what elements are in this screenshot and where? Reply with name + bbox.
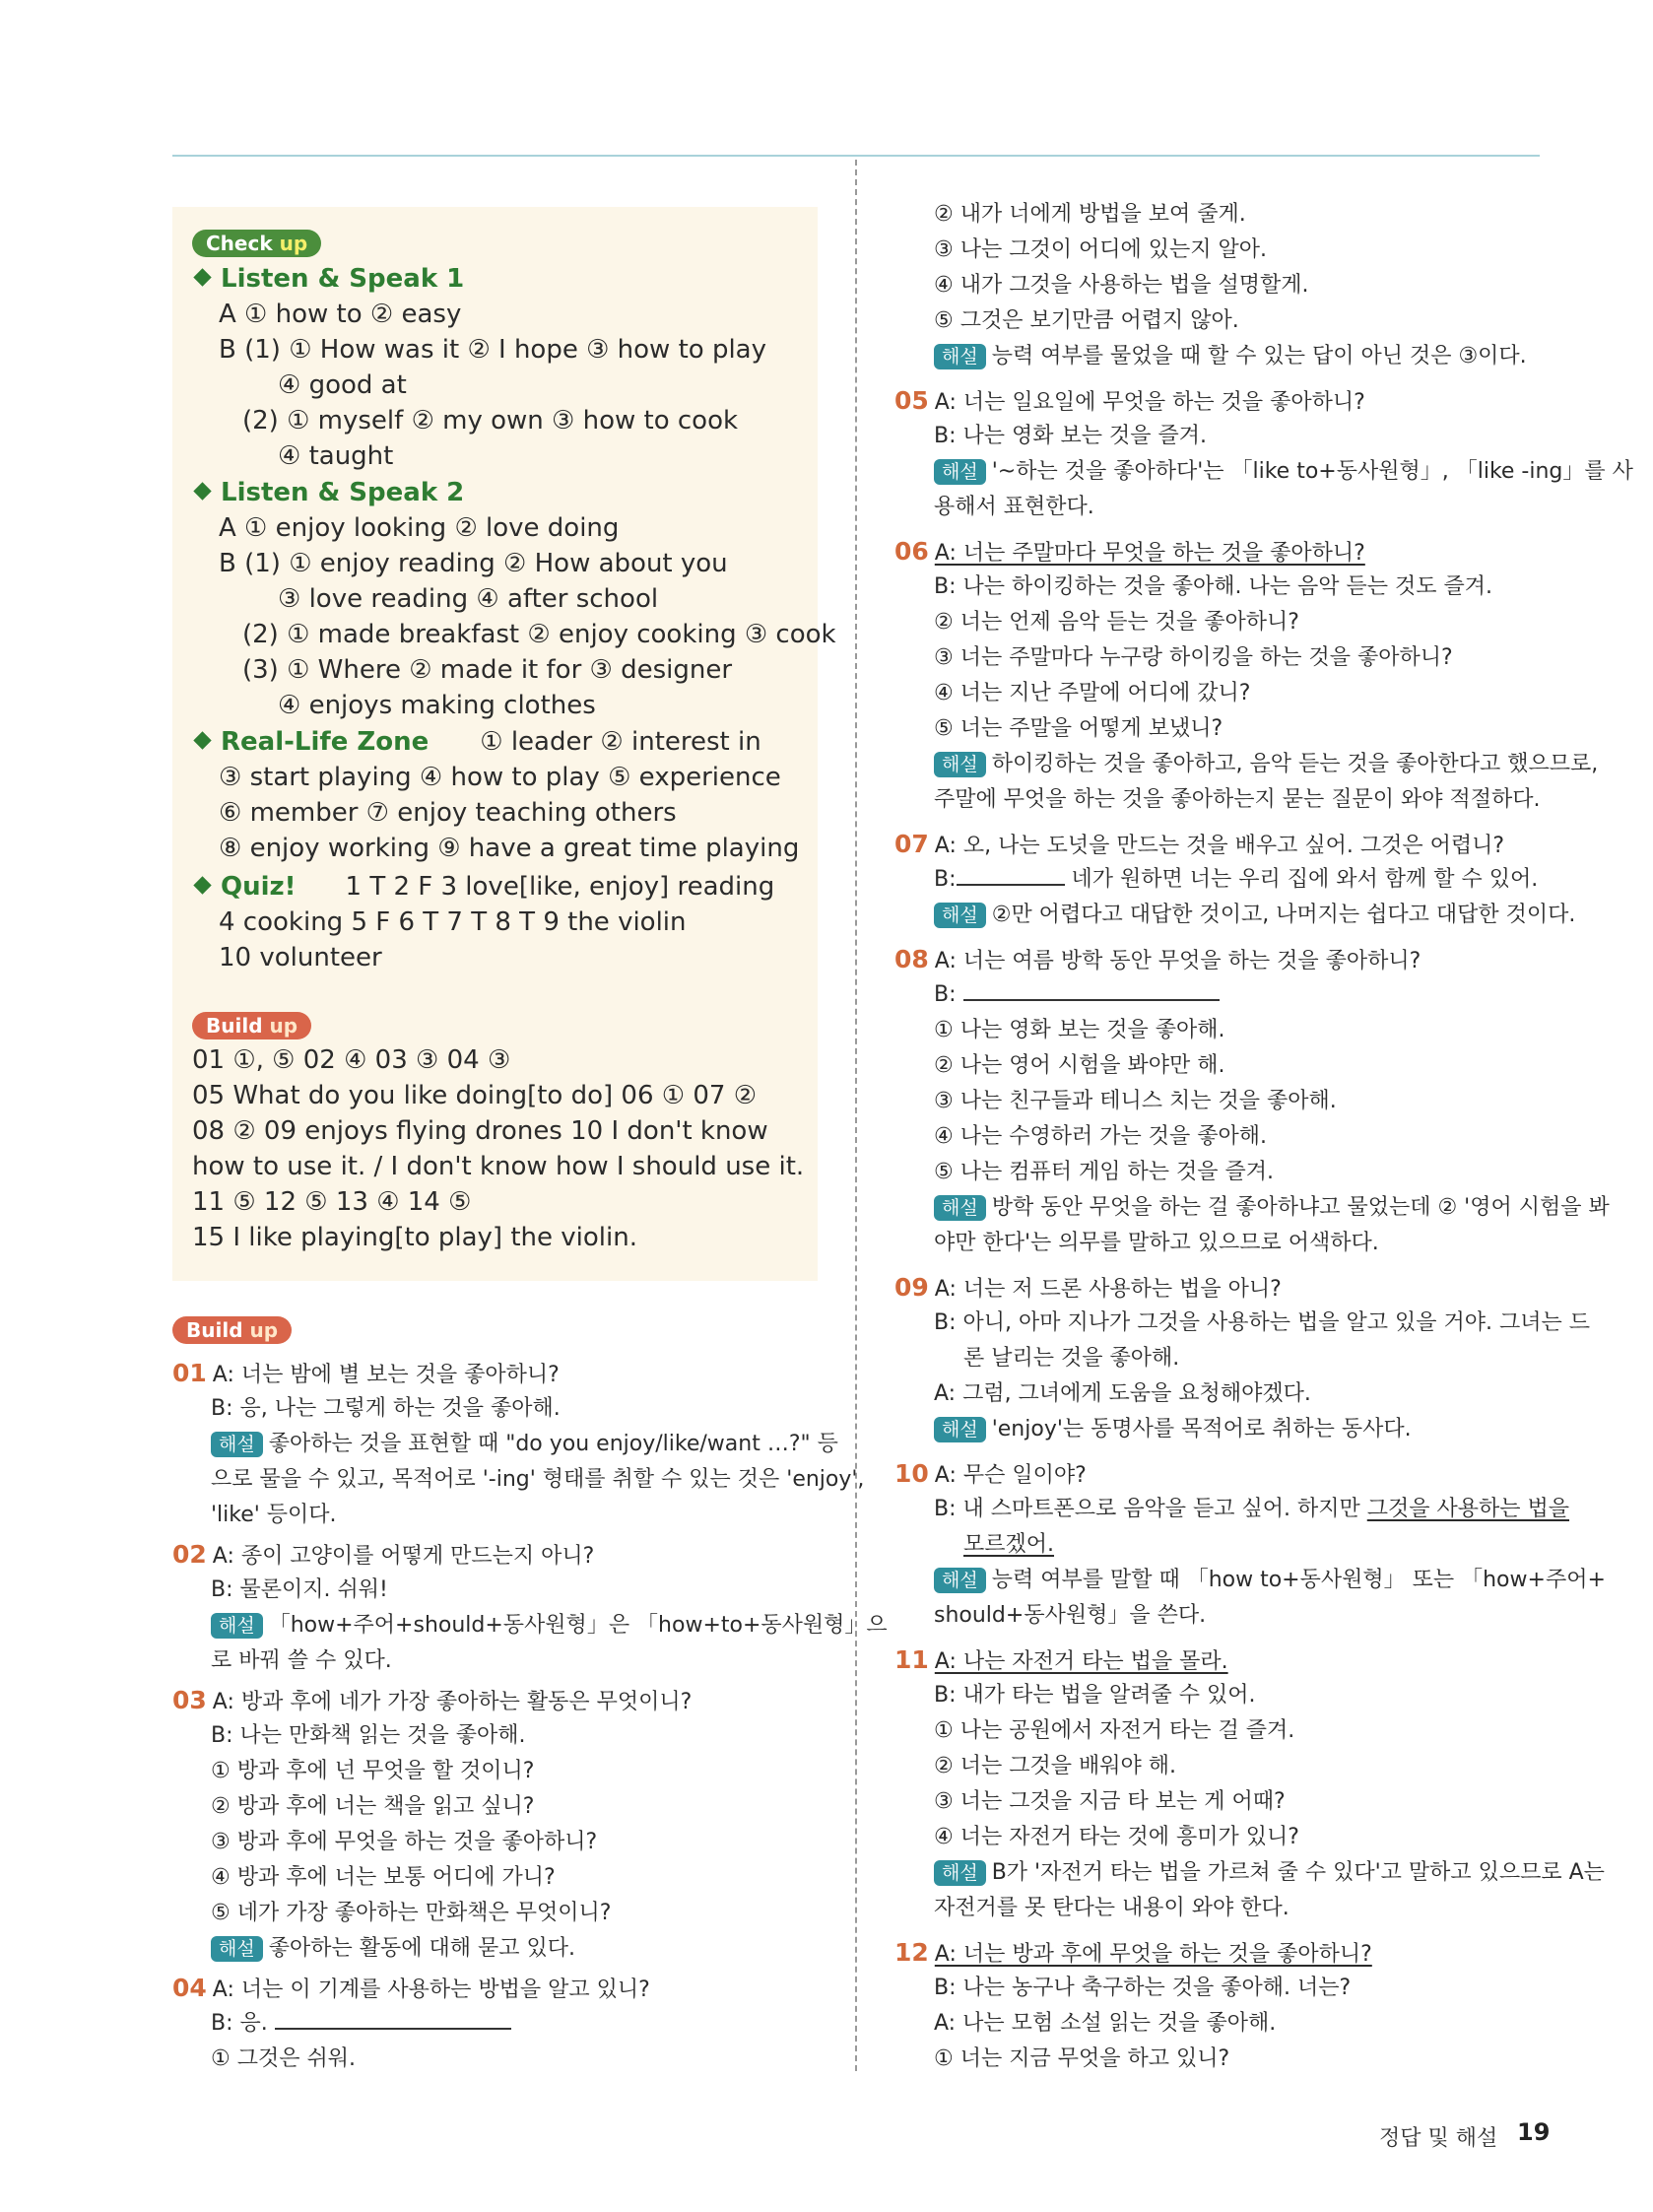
dialog-line: A: 너는 저 드론 사용하는 법을 아니? (934, 1277, 1282, 1302)
answer-line: ⑥ member ⑦ enjoy teaching others (219, 798, 677, 828)
badge-label-suffix: up (279, 232, 308, 255)
question-number: 09 (894, 1273, 929, 1302)
badge-label-suffix: up (249, 1318, 279, 1342)
underlined-phrase: 모르겠어. (963, 1532, 1055, 1557)
dialog-line: A: 종이 고양이를 어떻게 만드는지 아니? (212, 1544, 595, 1569)
dialog-line (934, 864, 1538, 896)
dialog-line (934, 979, 1220, 1011)
explanation (934, 749, 1598, 780)
answer-line: ① leader ② interest in (480, 727, 761, 757)
explanation-text: 능력 여부를 물었을 때 할 수 있는 답이 아닌 것은 ③이다. (991, 344, 1527, 369)
answer-line: B (1) ① How was it ② I hope ③ how to play (219, 335, 767, 365)
answer-line: (2) ① myself ② my own ③ how to cook (242, 406, 739, 436)
option-line: ③ 나는 친구들과 테니스 치는 것을 좋아해. (934, 1089, 1337, 1113)
answer-line: A ① how to ② easy (219, 300, 462, 329)
option-line: ① 너는 지금 무엇을 하고 있니? (934, 2046, 1230, 2071)
dialog-text: B: 내 스마트폰으로 음악을 듣고 싶어. 하지만 (934, 1497, 1367, 1521)
rl-heading (192, 724, 761, 760)
diamond-bullet-icon (193, 731, 211, 749)
badge-label: Check (206, 232, 273, 255)
explanation (211, 1933, 575, 1965)
explanation (211, 1429, 838, 1460)
explanation (934, 900, 1575, 931)
option-line: ① 그것은 쉬워. (211, 2046, 356, 2071)
option-line: ② 너는 그것을 배워야 해. (934, 1754, 1176, 1778)
explanation-tag: 해설 (934, 459, 986, 485)
answer-line: 10 volunteer (219, 943, 382, 972)
explanation-text: 「how+주어+should+동사원형」은 「how+to+동사원형」으 (268, 1613, 888, 1638)
explanation-text: ②만 어렵다고 대답한 것이고, 나머지는 쉽다고 대답한 것이다. (991, 903, 1576, 927)
diamond-bullet-icon (193, 482, 211, 500)
question-06 (894, 536, 1365, 570)
question-04 (172, 1973, 650, 2006)
dialog-line: A: 너는 일요일에 무엇을 하는 것을 좋아하니? (934, 390, 1365, 415)
explanation-text: 용해서 표현한다. (934, 495, 1094, 519)
answer-line: ③ start playing ④ how to play ⑤ experience (219, 763, 781, 792)
option-line: ① 나는 공원에서 자전거 타는 걸 즐겨. (934, 1718, 1295, 1743)
option-line: ① 방과 후에 넌 무엇을 할 것이니? (211, 1759, 535, 1783)
footer-label: 정답 및 해설 (1379, 2126, 1498, 2151)
answer-line: 1 T 2 F 3 love[like, enjoy] reading (345, 872, 775, 902)
dialog-line: B: 나는 하이킹하는 것을 좋아해. 나는 음악 듣는 것도 즐겨. (934, 574, 1492, 599)
section-title: Listen & Speak 2 (221, 478, 465, 507)
answer-line: ⑧ enjoy working ⑨ have a great time playing (219, 834, 800, 863)
answer-line: (2) ① made breakfast ② enjoy cooking ③ cook (242, 620, 836, 649)
dialog-line: B: 물론이지. 쉬워! (211, 1577, 388, 1602)
explanation-tag: 해설 (211, 1432, 263, 1457)
ls1-heading (192, 261, 464, 297)
dialog-speaker: B: 응. (211, 2011, 268, 2036)
option-line: ③ 너는 그것을 지금 타 보는 게 어때? (934, 1789, 1286, 1814)
explanation-tag: 해설 (934, 752, 986, 777)
dialog-line (211, 2008, 511, 2040)
option-line: ④ 내가 그것을 사용하는 법을 설명할게. (934, 273, 1309, 298)
underlined-phrase: 그것을 사용하는 법을 (1366, 1497, 1570, 1521)
explanation-tag: 해설 (934, 344, 986, 369)
quiz-heading (192, 869, 774, 905)
explanation-text: 능력 여부를 말할 때 「how to+동사원형」 또는 「how+주어+ (991, 1568, 1606, 1592)
explanation-tag: 해설 (934, 1860, 986, 1886)
question-number: 07 (894, 830, 929, 858)
answer-line: (3) ① Where ② made it for ③ designer (242, 655, 733, 685)
question-05 (894, 385, 1365, 419)
answer-line: 08 ② 09 enjoys flying drones 10 I don't know (192, 1116, 768, 1146)
answer-line: ④ good at (278, 370, 407, 400)
dialog-line: A: 너는 방과 후에 무엇을 하는 것을 좋아하니? (934, 1942, 1372, 1967)
explanation (934, 1857, 1605, 1889)
explanation-tag: 해설 (934, 1568, 986, 1593)
answer-line: 4 cooking 5 F 6 T 7 T 8 T 9 the violin (219, 907, 687, 937)
option-line: ② 방과 후에 너는 책을 읽고 싶니? (211, 1794, 535, 1819)
dialog-line (963, 1529, 1054, 1561)
dialog-line: A: 오, 나는 도넛을 만드는 것을 배우고 싶어. 그것은 어렵니? (934, 834, 1505, 858)
answer-blank (275, 2008, 511, 2030)
explanation-text: 방학 동안 무엇을 하는 걸 좋아하냐고 물었는데 ② '영어 시험을 봐 (991, 1195, 1610, 1220)
option-line: ② 너는 언제 음악 듣는 것을 좋아하니? (934, 610, 1299, 635)
dialog-line: 론 날리는 것을 좋아해. (963, 1346, 1180, 1371)
dialog-line: A: 너는 주말마다 무엇을 하는 것을 좋아하니? (934, 541, 1365, 566)
dialog-line: A: 무슨 일이야? (934, 1463, 1087, 1488)
question-number: 03 (172, 1686, 207, 1714)
explanation-text: 'like' 등이다. (211, 1503, 337, 1527)
option-line: ① 나는 영화 보는 것을 좋아해. (934, 1018, 1225, 1042)
answer-box (172, 207, 836, 1281)
answer-line: ④ taught (278, 441, 394, 471)
answer-line: ③ love reading ④ after school (278, 584, 659, 614)
explanation-tag: 해설 (934, 903, 986, 928)
question-number: 05 (894, 386, 929, 415)
build-up-badge (192, 1007, 311, 1042)
answer-blank (963, 979, 1220, 1001)
explanation (934, 456, 1633, 488)
answer-line: 05 What do you like doing[to do] 06 ① 07 ② (192, 1081, 758, 1110)
option-line: ⑤ 그것은 보기만큼 어렵지 않아. (934, 308, 1239, 333)
dialog-line: A: 방과 후에 네가 가장 좋아하는 활동은 무엇이니? (212, 1690, 693, 1714)
explanation (934, 341, 1527, 372)
dialog-line: B: 나는 영화 보는 것을 즐겨. (934, 424, 1207, 448)
section-title: Quiz! (221, 872, 297, 902)
answer-line: B (1) ① enjoy reading ② How about you (219, 549, 728, 578)
option-line: ③ 나는 그것이 어디에 있는지 알아. (934, 237, 1267, 262)
question-01 (172, 1358, 560, 1391)
dialog-line: B: 나는 만화책 읽는 것을 좋아해. (211, 1723, 526, 1748)
dialog-line: B: 아니, 아마 지나가 그것을 사용하는 법을 알고 있을 거야. 그녀는 드 (934, 1310, 1590, 1335)
badge-label-suffix: up (269, 1014, 298, 1038)
explanation-text: '~하는 것을 좋아하다'는 「like to+동사원형」, 「like -ing」를 사 (991, 459, 1633, 484)
question-07 (894, 829, 1504, 862)
page-number: 19 (1517, 2118, 1551, 2146)
explanation-text: should+동사원형」을 쓴다. (934, 1603, 1207, 1628)
dialog-speaker: B: (934, 982, 957, 1007)
explanation-tag: 해설 (211, 1613, 263, 1639)
explanation-tag: 해설 (934, 1417, 986, 1442)
check-up-badge (192, 225, 321, 260)
explanation (934, 1414, 1412, 1445)
section-title: Listen & Speak 1 (221, 264, 465, 294)
question-number: 02 (172, 1540, 207, 1569)
dialog-line: A: 나는 자전거 타는 법을 몰라. (934, 1649, 1228, 1674)
question-number: 04 (172, 1974, 207, 2002)
question-02 (172, 1539, 594, 1573)
explanation-text: 자전거를 못 탄다는 내용이 와야 한다. (934, 1896, 1289, 1920)
option-line: ④ 너는 지난 주말에 어디에 갔니? (934, 681, 1251, 705)
explanation-text: 좋아하는 것을 표현할 때 "do you enjoy/like/want …?" 등 (268, 1432, 838, 1456)
question-03 (172, 1685, 692, 1718)
answer-line: A ① enjoy looking ② love doing (219, 513, 620, 543)
answer-line: 11 ⑤ 12 ⑤ 13 ④ 14 ⑤ (192, 1187, 472, 1217)
ls2-heading (192, 475, 464, 510)
dialog-line: A: 너는 여름 방학 동안 무엇을 하는 것을 좋아하니? (934, 949, 1422, 973)
question-08 (894, 944, 1421, 977)
question-12 (894, 1937, 1372, 1971)
explanation-text: 하이킹하는 것을 좋아하고, 음악 듣는 것을 좋아한다고 했으므로, (991, 752, 1599, 776)
explanation (934, 1565, 1606, 1596)
dialog-line (934, 1494, 1569, 1525)
dialog-line: A: 그럼, 그녀에게 도움을 요청해야겠다. (934, 1381, 1311, 1406)
answer-blank (957, 864, 1065, 886)
explanation-tag: 해설 (211, 1936, 263, 1962)
option-line: ② 내가 너에게 방법을 보여 줄게. (934, 202, 1246, 227)
diamond-bullet-icon (193, 876, 211, 894)
option-line: ③ 너는 주말마다 누구랑 하이킹을 하는 것을 좋아하니? (934, 645, 1453, 670)
question-10 (894, 1458, 1087, 1492)
explanation-text: 'enjoy'는 동명사를 목적어로 취하는 동사다. (991, 1417, 1412, 1441)
option-line: ② 나는 영어 시험을 봐야만 해. (934, 1053, 1225, 1078)
option-line: ⑤ 너는 주말을 어떻게 보냈니? (934, 716, 1223, 741)
explanation-tag: 해설 (934, 1195, 986, 1221)
explanation-text: 야만 한다'는 의무를 말하고 있으므로 어색하다. (934, 1231, 1379, 1255)
answer-line: 15 I like playing[to play] the violin. (192, 1223, 637, 1252)
explanation-text: 로 바꿔 쓸 수 있다. (211, 1648, 392, 1673)
option-line: ④ 방과 후에 너는 보통 어디에 가니? (211, 1865, 556, 1890)
explanation-text: 좋아하는 활동에 대해 묻고 있다. (268, 1936, 575, 1961)
explanation (934, 1192, 1610, 1224)
option-line: ④ 너는 자전거 타는 것에 흥미가 있니? (934, 1825, 1299, 1849)
answer-line: ④ enjoys making clothes (278, 691, 596, 720)
answer-line: 01 ①, ⑤ 02 ④ 03 ③ 04 ③ (192, 1045, 511, 1075)
diamond-bullet-icon (193, 268, 211, 286)
build-up-section-badge (172, 1315, 292, 1347)
dialog-line: B: 내가 타는 법을 알려줄 수 있어. (934, 1683, 1256, 1708)
dialog-line: A: 너는 이 기계를 사용하는 방법을 알고 있니? (212, 1977, 650, 2002)
question-number: 12 (894, 1938, 929, 1967)
answer-line: how to use it. / I don't know how I should use it. (192, 1152, 805, 1181)
dialog-line: B: 응, 나는 그렇게 하는 것을 좋아해. (211, 1396, 561, 1421)
question-number: 11 (894, 1645, 929, 1674)
option-line: ⑤ 나는 컴퓨터 게임 하는 것을 즐겨. (934, 1160, 1274, 1184)
explanation-text: 주말에 무엇을 하는 것을 좋아하는지 묻는 질문이 와야 적절하다. (934, 787, 1541, 812)
column-divider (855, 160, 857, 2071)
dialog-text: 네가 원하면 너는 우리 집에 와서 함께 할 수 있어. (1064, 867, 1539, 892)
badge-label: Build (206, 1014, 263, 1038)
option-line: ⑤ 네가 가장 좋아하는 만화책은 무엇이니? (211, 1901, 612, 1925)
question-number: 06 (894, 537, 929, 566)
dialog-speaker: B: (934, 867, 957, 892)
option-line: ③ 방과 후에 무엇을 하는 것을 좋아하니? (211, 1830, 598, 1854)
top-rule (172, 155, 1540, 157)
question-number: 10 (894, 1459, 929, 1488)
dialog-line: A: 나는 모험 소설 읽는 것을 좋아해. (934, 2011, 1277, 2036)
dialog-line: A: 너는 밤에 별 보는 것을 좋아하니? (212, 1363, 560, 1387)
question-09 (894, 1272, 1282, 1306)
section-title: Real-Life Zone (221, 727, 430, 757)
explanation-text: 으로 물을 수 있고, 목적어로 '-ing' 형태를 취할 수 있는 것은 'enjoy', (211, 1467, 865, 1492)
dialog-line: B: 나는 농구나 축구하는 것을 좋아해. 너는? (934, 1976, 1352, 2000)
explanation (211, 1610, 888, 1642)
option-line: ④ 나는 수영하러 가는 것을 좋아해. (934, 1124, 1267, 1149)
badge-label: Build (186, 1318, 243, 1342)
question-number: 01 (172, 1359, 207, 1387)
question-11 (894, 1644, 1228, 1678)
explanation-text: B가 '자전거 타는 법을 가르쳐 줄 수 있다'고 말하고 있으므로 A는 (991, 1860, 1605, 1885)
question-number: 08 (894, 945, 929, 973)
